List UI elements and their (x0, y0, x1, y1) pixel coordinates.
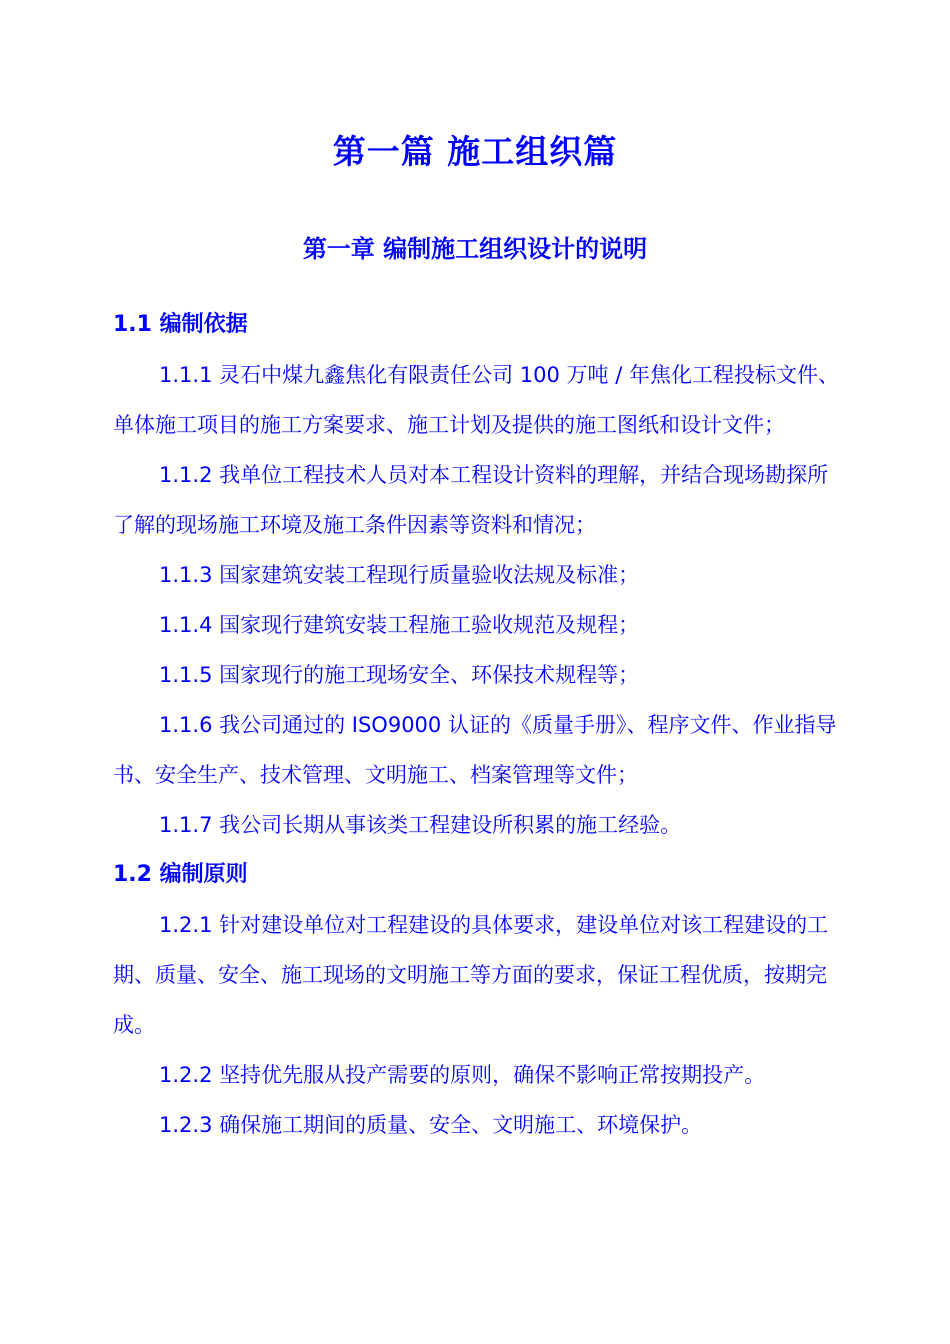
paragraph-1-1-7: 1.1.7 我公司长期从事该类工程建设所积累的施工经验。 (159, 813, 682, 837)
section-heading-1-1: 1.1 编制依据 (113, 312, 248, 337)
document-body (113, 300, 848, 1150)
paragraph-1-1-1: 1.1.1 灵石中煤九鑫焦化有限责任公司 100 万吨 / 年焦化工程投标文件、单体施工项目的施工方案要求、施工计划及提供的施工图纸和设计文件； (113, 363, 839, 437)
paragraph-1-1-4: 1.1.4 国家现行建筑安装工程施工验收规范及规程； (159, 613, 640, 637)
paragraph-1-2-3: 1.2.3 确保施工期间的质量、安全、文明施工、环境保护。 (159, 1113, 703, 1137)
paragraph-1-1-3: 1.1.3 国家建筑安装工程现行质量验收法规及标准； (159, 563, 640, 587)
part-title: 第一篇 施工组织篇 (332, 132, 618, 171)
paragraph-1-1-5: 1.1.5 国家现行的施工现场安全、环保技术规程等； (159, 663, 640, 687)
section-heading-1-2: 1.2 编制原则 (113, 862, 248, 887)
paragraph-1-2-1: 1.2.1 针对建设单位对工程建设的具体要求，建设单位对该工程建设的工期、质量、安全、施工现场的文明施工等方面的要求，保证工程优质，按期完成。 (113, 913, 829, 1037)
paragraph-1-2-2: 1.2.2 坚持优先服从投产需要的原则，确保不影响正常按期投产。 (159, 1063, 766, 1087)
paragraph-1-1-2: 1.1.2 我单位工程技术人员对本工程设计资料的理解，并结合现场勘探所了解的现场施工环境及施工条件因素等资料和情况； (113, 463, 829, 537)
paragraph-1-1-6: 1.1.6 我公司通过的 ISO9000 认证的《质量手册》、程序文件、作业指导书、安全生产、技术管理、文明施工、档案管理等文件； (113, 713, 837, 787)
chapter-title: 第一章 编制施工组织设计的说明 (302, 235, 648, 263)
